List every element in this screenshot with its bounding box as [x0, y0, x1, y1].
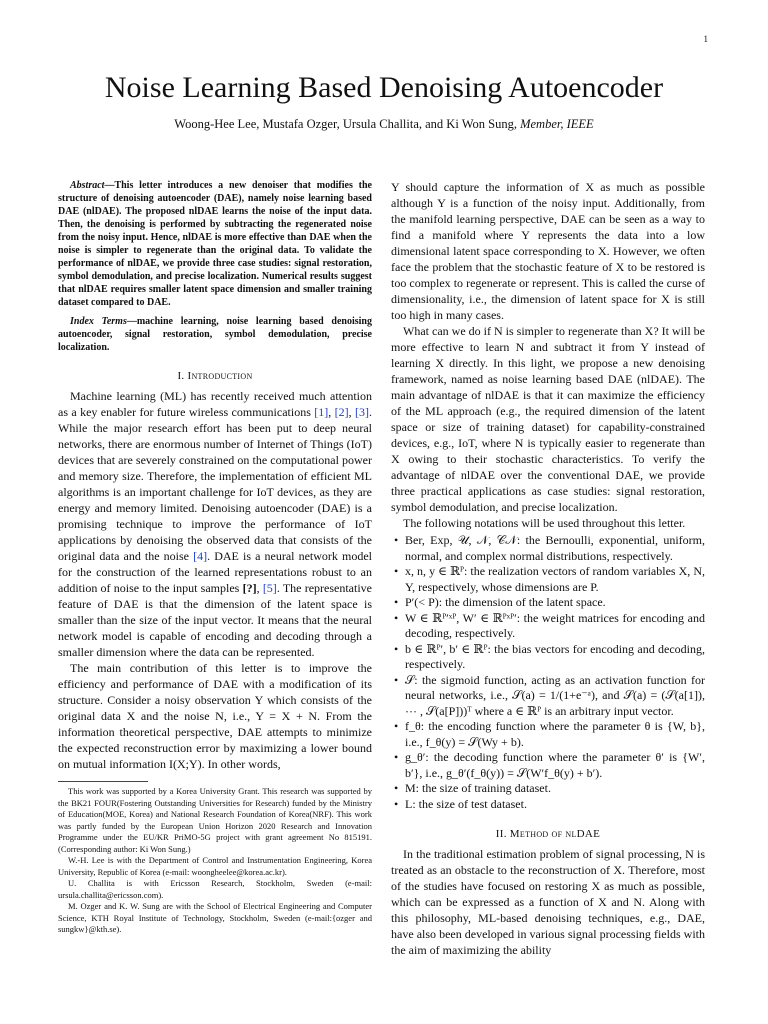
body-paragraph-method: In the traditional estimation problem of signal processing, N is treated as an obstacle to the reconstruction of X. Therefore, most of the studies have focused on restoring X as much as possible, which can be expressed as a function of X and N. Along with this philosophy, ML-based denoising techniques, e.g., DAE, have also been developed in various signal processing fields with the aim of maximizing the ability: [391, 847, 705, 957]
abstract-text: —This letter introduces a new denoiser that modifies the structure of denoising autoencoder (DAE), namely noise learning based DAE (nlDAE). The proposed nlDAE learns the noise of the input data. Then, the denoising is performed by subtracting the regenerated noise from the noisy input. Hence, nlDAE is more effective than DAE when the noise is simpler to regenerate than the original data. To validate the performance of nlDAE, we provide three case studies: signal restoration, symbol demodulation, and precise localization. Numerical results suggest that nlDAE requires smaller latent space dimension and smaller training dataset compared to DAE.: [58, 180, 372, 308]
list-item: • P′(< P): the dimension of the latent space.: [405, 595, 705, 611]
list-item: • f_θ: the encoding function where the parameter θ is {W, b}, i.e., f_θ(y) = 𝒮(Wy + b).: [405, 719, 705, 750]
list-item: • Ber, Exp, 𝒰, 𝒩, 𝒞𝒩: the Bernoulli, exponential, uniform, normal, and complex normal distributions, respectively.: [405, 533, 705, 564]
index-terms: [58, 315, 372, 354]
left-column: [58, 179, 372, 936]
footnote-author-ozger-sung: M. Ozger and K. W. Sung are with the School of Electrical Engineering and Computer Science, KTH Royal Institute of Technology, Stockholm, Sweden (e-mail:{ozger and sungkw}@kth.se).: [58, 901, 372, 934]
intro-text: Machine learning (ML) has recently received much attention as a key enabler for future wireless communications: [58, 389, 372, 419]
intro-text: . The representative feature of DAE is that the dimension of the latent space is smaller than the size of the input vector. It means that the neural network model is capable of encoding and decoding through a smaller dimension where the data can be represented.: [58, 581, 373, 659]
citation-link[interactable]: [1]: [314, 405, 329, 419]
body-paragraph-notation-intro: The following notations will be used throughout this letter.: [403, 516, 686, 530]
citation-link[interactable]: [3]: [355, 405, 369, 419]
list-item: • M: the size of training dataset.: [405, 781, 705, 797]
citation-link[interactable]: [2]: [334, 405, 349, 419]
intro-paragraph-2: The main contribution of this letter is to improve the efficiency and performance of DAE with a modification of its structure. Consider a noisy observation Y which consists of the original data X and the noise N, i.e., Y = X + N. From the information theoretical perspective, DAE attempts to minimize the expected reconstruction error by maximizing a lower bound on mutual information I(X;Y). In other words,: [58, 661, 372, 771]
body-paragraph-continued: Y should capture the information of X as much as possible although Y is a function of the noisy input. Additionally, from the manifold learning perspective, DAE can be seen as a way to find a manifold where Y represents the data into a low dimensional latent space corresponding to X. However, we often face the problem that the stochastic feature of X to be restored is too complex to regenerate or represent. This is called the curse of dimensionality, i.e., the dimension of latent space for X is still too high in many cases.: [391, 180, 705, 322]
citation-missing: [?]: [242, 581, 257, 595]
abstract: [58, 179, 372, 309]
author-names: Woong-Hee Lee, Mustafa Ozger, Ursula Challita, and Ki Won Sung,: [174, 117, 517, 131]
right-column: [391, 179, 705, 958]
author-membership: Member, IEEE: [520, 117, 594, 131]
paper-title: Noise Learning Based Denoising Autoencoder: [104, 71, 664, 104]
section-heading-method: II. Method of nlDAE: [495, 828, 601, 840]
list-item: • g_θ′: the decoding function where the parameter θ′ is {W′, b′}, i.e., g_θ′(f_θ(y)) = 𝒮(W′f_θ(y) + b′).: [405, 750, 705, 781]
list-item: • b ∈ ℝᴾ′, b′ ∈ ℝᴾ: the bias vectors for encoding and decoding, respectively.: [405, 642, 705, 673]
notation-list: [391, 533, 705, 812]
list-item: • W ∈ ℝᴾ′ˣᴾ, W′ ∈ ℝᴾˣᴾ′: the weight matrices for encoding and decoding, respectively.: [405, 611, 705, 642]
author-line: [0, 117, 768, 132]
footnote-author-lee: W.-H. Lee is with the Department of Control and Instrumentation Engineering, Korea University, Republic of Korea (e-mail: woongheelee@korea.ac.kr).: [58, 855, 372, 877]
citation-link[interactable]: [5]: [262, 581, 277, 595]
footnote-divider: [58, 781, 148, 782]
intro-text: . While the major research effort has been put to deep neural networks, there are enormous number of Internet of Things (IoT) devices that are severely constrained on the computational power and memory size. Therefore, the implementation of efficient ML algorithms is an important challenge for IoT devices, as they are energy and memory limited. Denoising autoencoder (DAE) is a promising technique to improve the performance of IoT applications by denoising the observed data that consists of the original data and the noise: [58, 405, 372, 563]
footnote-author-challita: U. Challita is with Ericsson Research, Stockholm, Sweden (e-mail: ursula.challita@ericsson.com).: [58, 878, 372, 900]
body-paragraph-motivation: What can we do if N is simpler to regenerate than X? It will be more effective to learn N and subtract it from Y instead of learning X directly. In this light, we propose a new denoising framework, named as noise learning based DAE (nlDAE). The main advantage of nlDAE is that it can maximize the efficiency of the ML approach (e.g., the required dimension of the latent space or size of training dataset) for capability-constrained devices, e.g., IoT, where N is typically easier to regenerate than X owing to their stochastic characteristics. To verify the advantage of nlDAE over the conventional DAE, we provide three practical applications as case studies: signal restoration, symbol demodulation, and precise localization.: [391, 324, 705, 514]
list-item: • x, n, y ∈ ℝᴾ: the realization vectors of random variables X, N, Y, respectively, whose dimensions are P.: [405, 564, 705, 595]
page-number: 1: [703, 34, 708, 44]
intro-paragraph-1: Machine learning (ML) has recently received much attention as a key enabler for future wireless communications [1], [2], [3]. While the major research effort has been put to deep neural networks, there are enormous number of Internet of Things (IoT) devices that are severely constrained on the computational power and memory size. Therefore, the implementation of efficient ML algorithms is an important challenge for IoT devices, as they are energy and memory limited. Denoising autoencoder (DAE) is a promising technique to improve the performance of IoT applications by denoising the observed data that consists of the original data and the noise [4]. DAE is a neural network model for the construction of the learned representations robust to an addition of noise to the input samples [?], [5]. The representative feature of DAE is that the dimension of the latent space is smaller than the size of the input vector. It means that the neural network model is capable of encoding and decoding through a smaller dimension where the data can be represented.: [58, 389, 373, 659]
section-heading-introduction: I. Introduction: [177, 370, 253, 382]
index-terms-lead: Index Terms: [70, 316, 127, 327]
abstract-lead: Abstract: [70, 180, 105, 191]
intro-text: . DAE is a neural network model for the construction of the learned representations robust to an addition of noise to the input samples: [58, 549, 372, 595]
citation-link[interactable]: [4]: [193, 549, 208, 563]
list-item: • 𝒮: the sigmoid function, acting as an activation function for neural networks, i.e., 𝒮(a) = 1/(1+e⁻ᵃ), and 𝒮(a) = (𝒮(a[1]), ⋯ , 𝒮(a[P]))ᵀ where a ∈ ℝᴾ is an arbitrary input vector.: [405, 673, 705, 720]
footnote-funding: This work was supported by a Korea University Grant. This research was supported by the BK21 FOUR(Fostering Outstanding Universities for Research) funded by the Ministry of Education(MOE, Korea) and National Research Foundation of Korea(NRF). This work was partly funded by the European Union Horizon 2020 Research and Innovation Programme under the EU/KR PriMO-5G project with grant agreement No 815191. (Corresponding author: Ki Won Sung.): [58, 786, 372, 854]
list-item: • L: the size of test dataset.: [405, 797, 705, 813]
index-terms-text: —machine learning, noise learning based denoising autoencoder, signal restoration, symbol demodulation, precise localization.: [58, 316, 372, 353]
